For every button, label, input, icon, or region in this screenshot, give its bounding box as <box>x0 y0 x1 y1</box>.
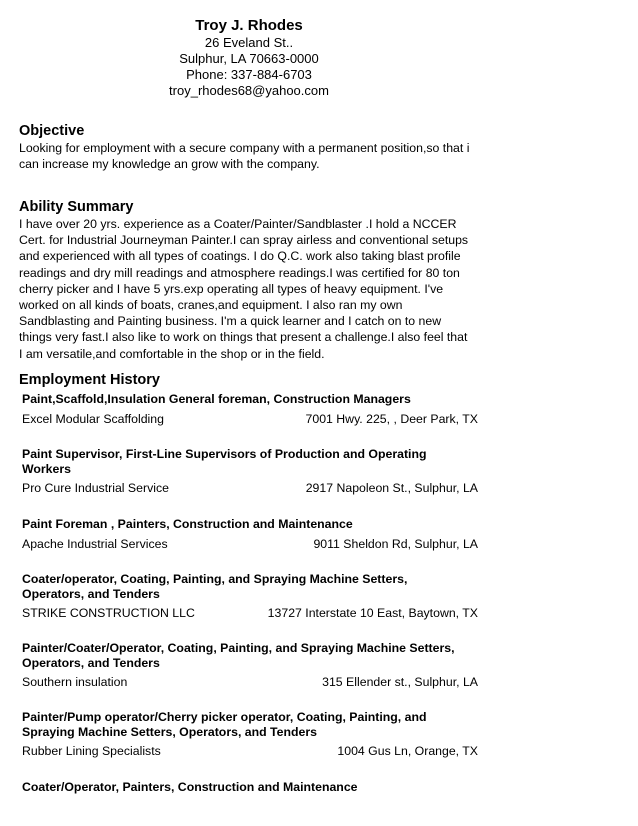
job-title: Paint,Scaffold,Insulation General foreman, Construction Managers <box>22 392 411 406</box>
job-title: Painter/Pump operator/Cherry picker operator, Coating, Painting, and <box>22 710 427 724</box>
summary-line: Sandblasting and Painting business. I'm a quick learner and I catch on to new <box>19 314 442 329</box>
summary-line: readings and dry mill readings and atmosphere readings.I was certified for 80 ton <box>19 265 460 280</box>
ability-summary-heading: Ability Summary <box>19 199 134 215</box>
job-company: Southern insulation <box>22 675 128 689</box>
objective-line: can increase my knowledge an grow with the company. <box>19 157 320 172</box>
job-title-cont: Operators, and Tenders <box>22 586 160 601</box>
job-entry <box>22 447 478 496</box>
employment-history-heading-wrap <box>19 372 481 389</box>
phone: Phone: 337-884-6703 <box>186 67 312 82</box>
job-employer-row <box>22 412 478 427</box>
job-location: 2917 Napoleon St., Sulphur, LA <box>305 481 478 495</box>
ability-summary-section <box>19 199 481 362</box>
job-employer-row <box>22 606 478 621</box>
job-title-cont: Workers <box>22 461 71 476</box>
job-location: 315 Ellender st., Sulphur, LA <box>322 675 478 689</box>
job-title: Coater/operator, Coating, Painting, and Spraying Machine Setters, <box>22 572 408 586</box>
summary-line: I have over 20 yrs. experience as a Coater/Painter/Sandblaster .I hold a NCCER <box>19 217 457 231</box>
job-employer-row <box>22 481 478 496</box>
job-location: 7001 Hwy. 225, , Deer Park, TX <box>305 411 478 426</box>
job-title: Paint Foreman , Painters, Construction and Maintenance <box>22 517 353 531</box>
ability-summary-text <box>19 216 481 362</box>
job-employer-row <box>22 675 478 690</box>
summary-line: and experienced with all types of coatings. I do Q.C. work also taking blast profile <box>19 249 461 264</box>
job-company: STRIKE CONSTRUCTION LLC <box>22 606 195 620</box>
job-company: Pro Cure Industrial Service <box>22 481 169 495</box>
applicant-name: Troy J. Rhodes <box>195 17 303 34</box>
job-company: Excel Modular Scaffolding <box>22 411 164 426</box>
address-line2: Sulphur, LA 70663-0000 <box>179 51 319 66</box>
resume-header <box>0 16 498 99</box>
objective-heading: Objective <box>19 123 85 139</box>
job-title: Coater/Operator, Painters, Construction and Maintenance <box>22 780 358 794</box>
job-company: Rubber Lining Specialists <box>22 744 161 758</box>
objective-line: Looking for employment with a secure company with a permanent position,so that i <box>19 141 470 155</box>
job-entry <box>22 780 478 795</box>
employment-history-heading: Employment History <box>19 372 160 388</box>
job-entry <box>22 641 478 690</box>
job-title-cont: Spraying Machine Setters, Operators, and Tenders <box>22 724 317 739</box>
job-title: Paint Supervisor, First-Line Supervisors of Production and Operating <box>22 447 427 461</box>
job-entry <box>22 710 478 759</box>
job-location: 9011 Sheldon Rd, Sulphur, LA <box>313 536 478 551</box>
job-entry <box>22 517 478 552</box>
summary-line: Cert. for Industrial Journeyman Painter.I can spray airless and conventional setups <box>19 233 469 248</box>
summary-line: I am versatile,and comfortable in the shop or in the field. <box>19 346 325 361</box>
job-entry <box>22 572 478 621</box>
job-entry <box>22 392 478 427</box>
summary-line: worked on all kinds of boats, cranes,and equipment. I also ran my own <box>19 298 403 313</box>
job-employer-row <box>22 744 478 759</box>
job-employer-row <box>22 537 478 552</box>
objective-section <box>19 123 481 172</box>
job-location: 13727 Interstate 10 East, Baytown, TX <box>267 606 478 620</box>
address-line1: 26 Eveland St.. <box>204 35 294 50</box>
job-title: Painter/Coater/Operator, Coating, Painting, and Spraying Machine Setters, <box>22 641 455 655</box>
summary-line: cherry picker and I have 5 yrs.exp operating all types of heavy equipment. I've <box>19 281 444 296</box>
objective-text <box>19 140 481 172</box>
summary-line: things very fast.I also like to work on things that present a challenge.I also feel that <box>19 330 468 345</box>
email: troy_rhodes68@yahoo.com <box>169 83 329 98</box>
job-location: 1004 Gus Ln, Orange, TX <box>337 744 478 758</box>
job-company: Apache Industrial Services <box>22 536 168 551</box>
job-title-cont: Operators, and Tenders <box>22 655 160 670</box>
